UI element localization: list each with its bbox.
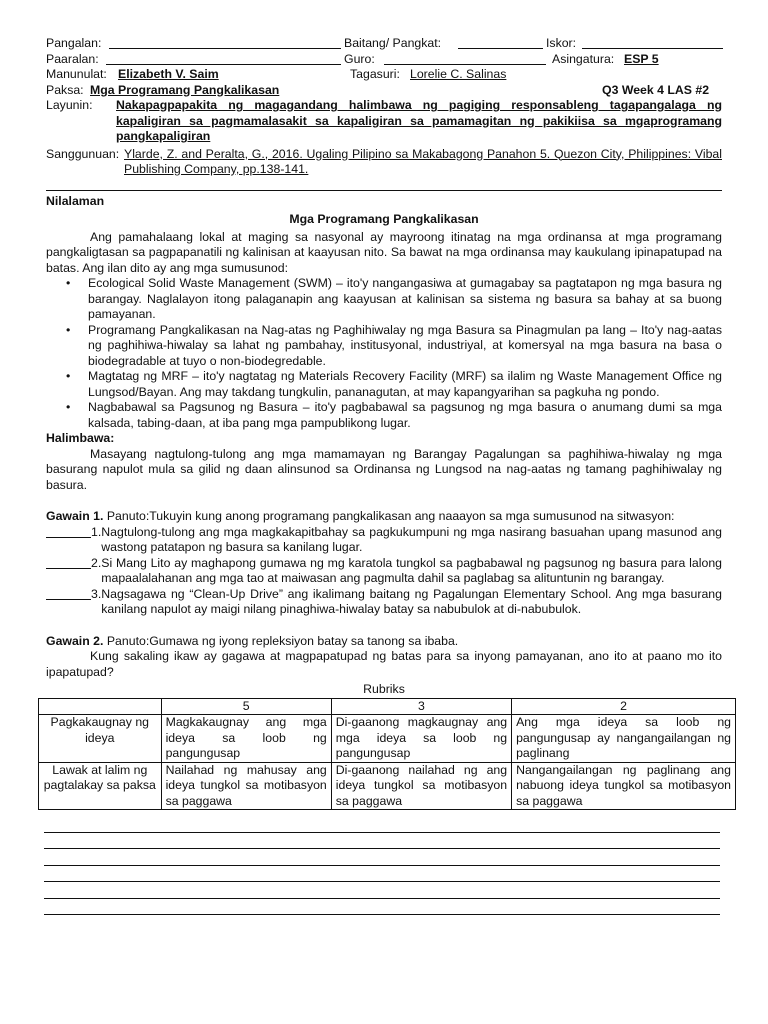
answer-line[interactable] — [44, 866, 720, 883]
table-row — [39, 715, 736, 763]
rubric-table — [38, 698, 736, 811]
tagasuri-value: Lorelie C. Salinas — [410, 67, 507, 81]
gawain1-item-2 — [46, 556, 722, 587]
table-row — [39, 762, 736, 810]
nilalaman-title: Mga Programang Pangkalikasan — [289, 212, 479, 226]
answer-line[interactable] — [44, 899, 720, 916]
gawain1-label: Gawain 1. — [46, 509, 104, 523]
answer-line[interactable] — [44, 833, 720, 850]
baitang-blank[interactable] — [458, 36, 543, 49]
rubric-header-cell: 3 — [331, 698, 511, 715]
rubric-cell: Nangangailangan ng paglinang ang nabuong ideya tungkol sa motibasyon sa paggawa — [512, 762, 736, 810]
week-label: Q3 Week 4 LAS #2 — [602, 82, 710, 97]
rubric-header-cell: 5 — [161, 698, 331, 715]
header-row-1 — [46, 36, 722, 52]
iskor-blank[interactable] — [582, 36, 723, 49]
answer-blank-2[interactable] — [46, 556, 91, 569]
rubric-header-cell: 2 — [512, 698, 736, 715]
paksa-label: Paksa: — [46, 82, 84, 97]
gawain2-question: Kung sakaling ikaw ay gagawa at magpapatupad ng batas para sa inyong pamayanan, ano ito at paano mo ito ipapatupad? — [46, 649, 722, 679]
answer-blank-3[interactable] — [46, 587, 91, 600]
list-item: • Magtatag ng MRF – ito'y nagtatag ng Materials Recovery Facility (MRF) sa ilalim ng Waste Management Office ng Lungsod/Bayan. Ang may takdang tungkulin, pananagutan, at may kapangyarihan sa pagkuha ng pondo. — [46, 369, 722, 400]
rubric-header-cell — [39, 698, 162, 715]
paaralan-blank[interactable] — [106, 52, 341, 65]
gawain2-label: Gawain 2. — [46, 633, 104, 648]
manunulat-label: Manunulat: — [46, 67, 107, 81]
header-row-2 — [46, 52, 722, 68]
gawain1-instruction-row — [46, 509, 722, 525]
answer-lines — [46, 816, 722, 915]
guro-blank[interactable] — [384, 52, 546, 65]
item-number: 3. — [91, 586, 102, 601]
gawain2-instruction: Panuto:Gumawa ng iyong repleksiyon batay sa tanong sa ibaba. — [106, 633, 459, 648]
rubric-cell: Ang mga ideya sa loob ng pangungusap ay nangangailangan ng paglinang — [512, 715, 736, 763]
rubric-cell: Di-gaanong magkaugnay ang mga ideya sa loob ng pangungusap — [331, 715, 511, 763]
baitang-label: Baitang/ Pangkat: — [344, 36, 442, 50]
pangalan-blank[interactable] — [109, 36, 341, 49]
sanggunian-row — [46, 147, 722, 178]
rubric-cell: Magkakaugnay ang mga ideya sa loob ng pangungusap — [161, 715, 331, 763]
item-text: Si Mang Lito ay maghapong gumawa ng mg karatola tungkol sa pagbabawal ng pagsunog ng basura para lalong mapaalalahanan ang mga tao at maiwasan ang pagmulta dahil sa paglabag sa alituntunin ng barangay. — [101, 555, 722, 585]
item-text: Nagsagawa ng “Clean-Up Drive” ang ikalimang baitang ng Pagalungan Elementary School. Ang mga basurang kanilang napulot ay maigi nilang pinaghiwa-hiwalay batay sa nabubulok at di-nabubulok. — [101, 586, 722, 616]
nilalaman-intro: Ang pamahalaang lokal at maging sa nasyonal ay mayroong itinatag na mga ordinansa at mga programang pangkaligtasan sa pagpapanatili ng kalinisan at kaayusan nito. Sa bawat na mga ordinansa may kaukulang ipinapatupad na batas. Ang ilan dito ay ang mga sumusunod: — [46, 229, 722, 275]
layunin-row — [46, 98, 722, 145]
asignatura-label: Asingatura: — [552, 51, 615, 66]
nilalaman-heading: Nilalaman — [46, 193, 105, 208]
gawain1-item-3 — [46, 587, 722, 618]
header-row-4 — [46, 83, 722, 99]
rubric-cell: Nailahad ng mahusay ang ideya tungkol sa motibasyon sa paggawa — [161, 762, 331, 810]
halimbawa-text: Masayang nagtulong-tulong ang mga mamamayan ng Barangay Pagalungan sa paghihiwa-hiwalay ng mga basurang napulot mula sa gilid ng daan alinsunod sa Ordinansa ng Lungsod na nag-aatas ng tamang paghihiwalay ng basura. — [46, 446, 722, 492]
rubric-title: Rubriks — [363, 682, 405, 696]
answer-blank-1[interactable] — [46, 525, 91, 538]
layunin-label: Layunin: — [46, 98, 93, 112]
tagasuri-label: Tagasuri: — [350, 67, 400, 81]
asignatura-value: ESP 5 — [624, 51, 659, 66]
program-list — [46, 276, 722, 431]
guro-label: Guro: — [344, 51, 375, 66]
item-text: Nagtulong-tulong ang mga magkakapitbahay sa pagkukumpuni ng mga nasirang basuahan upang masunod ang wastong patatapon ng basura sa kanilang lugar. — [101, 524, 722, 554]
paaralan-label: Paaralan: — [46, 51, 99, 66]
rubric-header-row — [39, 698, 736, 715]
item-number: 1. — [91, 524, 102, 539]
gawain2-instruction-row — [46, 634, 722, 650]
answer-line[interactable] — [44, 816, 720, 833]
section-divider — [46, 190, 722, 191]
paksa-value: Mga Programang Pangkalikasan — [90, 82, 280, 97]
iskor-label: Iskor: — [546, 36, 577, 50]
rubric-criterion: Pagkakaugnay ng ideya — [39, 715, 162, 763]
layunin-value: Nakapagpapakita ng magagandang halimbawa ng pagiging responsableng tagapangalaga ng kapaligiran sa pagmamalasakit sa kapaligiran sa pamamagitan ng pakikiisa sa mgaprogramang pangkapaligiran — [116, 98, 722, 143]
manunulat-value: Elizabeth V. Saim — [118, 67, 219, 81]
gawain1-instruction: Panuto:Tukuyin kung anong programang pangkalikasan ang naaayon sa mga sumusunod na sitwasyon: — [106, 509, 675, 523]
header-row-3 — [46, 67, 722, 83]
gawain1-item-1 — [46, 525, 722, 556]
list-item: • Nagbabawal sa Pagsunog ng Basura – ito'y pagbabawal sa pagsunog ng mga basura o anumang dumi sa mga kalsada, tabing-daan, at iba pang mga pampublikong lugar. — [46, 400, 722, 431]
list-item: • Programang Pangkalikasan na Nag-atas ng Paghihiwalay ng mga Basura sa Pinagmulan pa lang – Ito'y nag-aatas ng paghihiwa-hiwalay sa lahat ng pambahay, institusyonal, industriyal, at komersyal na mga basura na basa o biodegradable at tuyo o non-biodegredable. — [46, 323, 722, 370]
sanggunian-value: Ylarde, Z. and Peralta, G., 2016. Ugaling Pilipino sa Makabagong Panahon 5. Quezon City, Philippines: Vibal Publishing Company, pp.138-141. — [124, 146, 722, 176]
list-item: • Ecological Solid Waste Management (SWM) – ito'y nangangasiwa at gumagabay sa pagtatapon ng mga basura ng barangay. Naglalayon itong palaganapin ang kaayusan at kalinisan sa sistema ng basura sa bahay at sa buong pamayanan. — [46, 276, 722, 323]
pangalan-label: Pangalan: — [46, 36, 102, 50]
answer-line[interactable] — [44, 882, 720, 899]
answer-line[interactable] — [44, 849, 720, 866]
item-number: 2. — [91, 555, 102, 570]
sanggunian-label: Sanggunuan: — [46, 146, 120, 161]
rubric-cell: Di-gaanong nailahad ng ang ideya tungkol sa motibasyon sa paggawa — [331, 762, 511, 810]
rubric-criterion: Lawak at lalim ng pagtalakay sa paksa — [39, 762, 162, 810]
halimbawa-heading: Halimbawa: — [46, 431, 115, 445]
